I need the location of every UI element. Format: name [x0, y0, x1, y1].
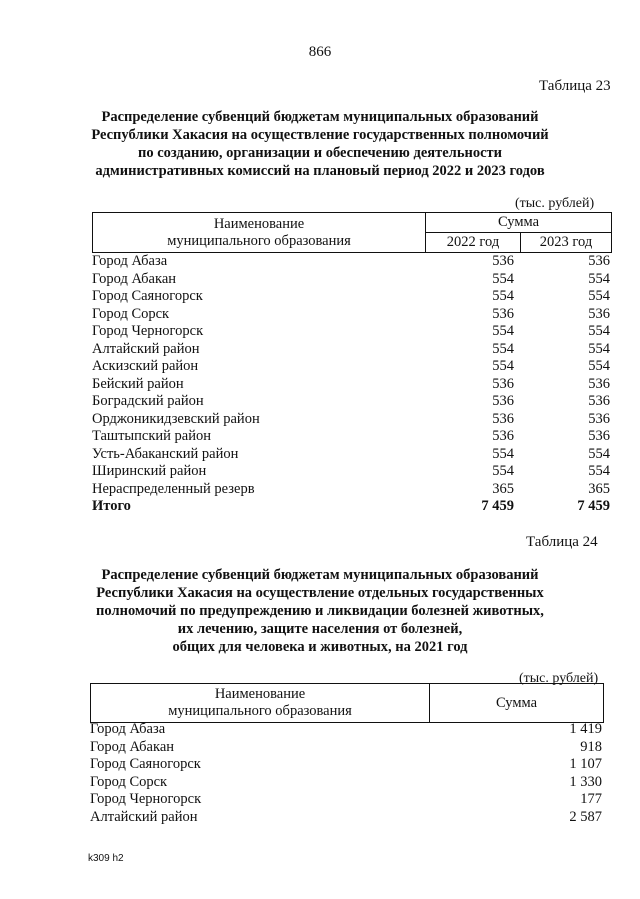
- value-2022: 365: [492, 480, 514, 497]
- table-row: [90, 721, 604, 739]
- title-line: по созданию, организации и обеспечению деятельности: [137, 145, 502, 161]
- municipality-name: Алтайский район: [92, 340, 200, 357]
- name-header-line2: муниципального образования: [168, 703, 352, 719]
- municipality-name: Усть-Абаканский район: [92, 445, 239, 462]
- value-2022: 554: [492, 288, 514, 304]
- municipality-name: Город Сорск: [92, 305, 170, 322]
- table-24-header: [90, 683, 604, 723]
- table-row: [90, 809, 604, 827]
- table-row: [90, 791, 604, 809]
- value-2023: 554: [588, 445, 610, 462]
- title-line: Республики Хакасия на осуществление государственных полномочий: [91, 127, 549, 143]
- table-24-label: Таблица 24: [526, 534, 598, 550]
- sum-value: 1 107: [569, 756, 602, 772]
- table-24-units: (тыс. рублей): [519, 671, 599, 686]
- total-2022: 7 459: [481, 498, 514, 514]
- name-header-line2: муниципального образования: [167, 232, 351, 249]
- year-2023-header: 2023 год: [521, 233, 612, 253]
- value-2022: 554: [492, 445, 514, 462]
- table-row: [92, 393, 612, 411]
- table-row: [90, 774, 604, 792]
- sum-value: 1 419: [569, 721, 602, 737]
- table-row: [92, 341, 612, 359]
- page-number: 866: [308, 44, 332, 60]
- municipality-name: Город Абакан: [92, 270, 177, 287]
- value-2023: 554: [588, 340, 610, 357]
- value-2023: 536: [588, 393, 610, 409]
- value-2023: 365: [588, 480, 610, 497]
- table-row: [90, 739, 604, 757]
- title-line: Республики Хакасия на осуществление отдельных государственных: [96, 585, 544, 601]
- name-column-header: [91, 684, 430, 723]
- table-row: [92, 446, 612, 464]
- table-row: [92, 428, 612, 446]
- table-row: [92, 481, 612, 499]
- value-2022: 554: [492, 270, 514, 287]
- municipality-name: Бейский район: [92, 375, 184, 392]
- title-line: Распределение субвенций бюджетам муниципальных образований: [101, 109, 539, 125]
- table-row: [92, 306, 612, 324]
- table-23-title: [60, 108, 580, 180]
- municipality-name: Орджоникидзевский район: [92, 410, 260, 427]
- municipality-name: Город Черногорск: [92, 323, 204, 339]
- value-2023: 554: [588, 463, 610, 479]
- title-line: Распределение субвенций бюджетам муниципальных образований: [101, 567, 539, 583]
- sum-value: 1 330: [569, 773, 602, 790]
- table-row: [92, 323, 612, 341]
- title-line: их лечению, защите населения от болезней,: [177, 621, 463, 637]
- value-2023: 554: [588, 323, 610, 339]
- value-2023: 536: [588, 305, 610, 322]
- municipality-name: Город Абаза: [92, 253, 168, 269]
- value-2022: 536: [492, 253, 514, 269]
- table-23-header: [92, 212, 612, 253]
- year-2022-header: 2022 год: [426, 233, 521, 253]
- value-2023: 554: [588, 288, 610, 304]
- municipality-name: Город Саяногорск: [92, 288, 203, 304]
- title-line: административных комиссий на плановый период 2022 и 2023 годов: [95, 163, 545, 179]
- sum-column-header: Сумма: [430, 684, 604, 723]
- table-row: [92, 358, 612, 376]
- footer-code: k309 h2: [88, 853, 124, 864]
- value-2022: 536: [492, 393, 514, 409]
- value-2022: 554: [492, 323, 514, 339]
- value-2023: 536: [588, 428, 610, 444]
- table-23-units: (тыс. рублей): [515, 196, 595, 211]
- value-2022: 536: [492, 305, 514, 322]
- table-row: [92, 411, 612, 429]
- value-2022: 554: [492, 340, 514, 357]
- value-2023: 536: [588, 410, 610, 427]
- table-row: [92, 288, 612, 306]
- title-line: полномочий по предупреждению и ликвидации болезней животных,: [96, 603, 544, 619]
- name-header-line1: Наименование: [214, 686, 306, 702]
- total-row: [92, 498, 612, 516]
- value-2022: 554: [492, 463, 514, 479]
- sum-value: 2 587: [569, 808, 602, 825]
- municipality-name: Таштыпский район: [92, 428, 212, 444]
- table-23-label: Таблица 23: [539, 78, 611, 94]
- table-24-title: [60, 566, 580, 656]
- table-row: [92, 271, 612, 289]
- municipality-name: Город Абаза: [90, 721, 166, 737]
- table-24-body: [90, 721, 604, 826]
- sum-column-header: Сумма: [426, 213, 612, 233]
- sum-value: 918: [580, 738, 602, 755]
- municipality-name: Ширинский район: [92, 463, 207, 479]
- value-2023: 536: [588, 375, 610, 392]
- name-column-header: [93, 213, 426, 253]
- value-2022: 536: [492, 410, 514, 427]
- value-2022: 536: [492, 428, 514, 444]
- title-line: общих для человека и животных, на 2021 год: [172, 639, 468, 655]
- value-2022: 554: [492, 358, 514, 374]
- table-row: [92, 253, 612, 271]
- value-2023: 554: [588, 358, 610, 374]
- municipality-name: Боградский район: [92, 393, 204, 409]
- municipality-name: Аскизский район: [92, 358, 199, 374]
- value-2022: 536: [492, 375, 514, 392]
- table-row: [92, 463, 612, 481]
- sum-value: 177: [580, 791, 602, 807]
- municipality-name: Город Саяногорск: [90, 756, 201, 772]
- table-23-body: [92, 253, 612, 516]
- municipality-name: Алтайский район: [90, 808, 198, 825]
- name-header-line1: Наименование: [213, 215, 305, 232]
- table-row: [92, 376, 612, 394]
- municipality-name: Город Сорск: [90, 773, 168, 790]
- municipality-name: Нераспределенный резерв: [92, 480, 255, 497]
- value-2023: 554: [588, 270, 610, 287]
- table-row: [90, 756, 604, 774]
- total-2023: 7 459: [577, 498, 610, 514]
- value-2023: 536: [588, 253, 610, 269]
- municipality-name: Город Черногорск: [90, 791, 202, 807]
- total-label: Итого: [92, 498, 131, 514]
- municipality-name: Город Абакан: [90, 738, 175, 755]
